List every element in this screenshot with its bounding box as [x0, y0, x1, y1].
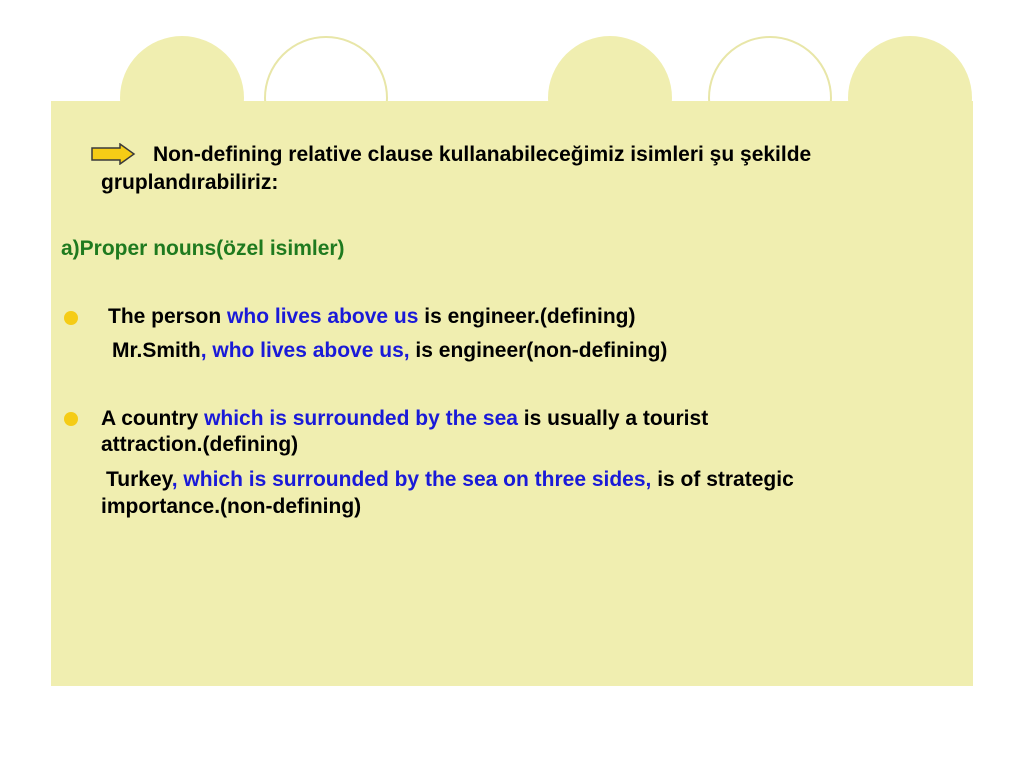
example2-non-defining: Turkey, which is surrounded by the sea on three sides, is of strategic [106, 468, 794, 491]
example2-non-defining-continued: importance.(non-defining) [101, 495, 362, 518]
bullet-dot-icon [64, 311, 78, 325]
example2-defining-continued: attraction.(defining) [101, 433, 299, 456]
example2-defining: A country which is surrounded by the sea is usually a tourist [101, 407, 709, 430]
intro-text-continued: gruplandırabiliriz: [101, 171, 279, 194]
intro-text: Non-defining relative clause kullanabileceğimiz isimleri şu şekilde [153, 143, 812, 166]
right-arrow-icon [90, 143, 136, 165]
bullet-dot-icon [64, 412, 78, 426]
example1-defining: The person who lives above us is engineer.(defining) [108, 305, 636, 328]
example1-non-defining: Mr.Smith, who lives above us, is engineer(non-defining) [112, 339, 668, 362]
section-heading: a)Proper nouns(özel isimler) [61, 237, 345, 260]
